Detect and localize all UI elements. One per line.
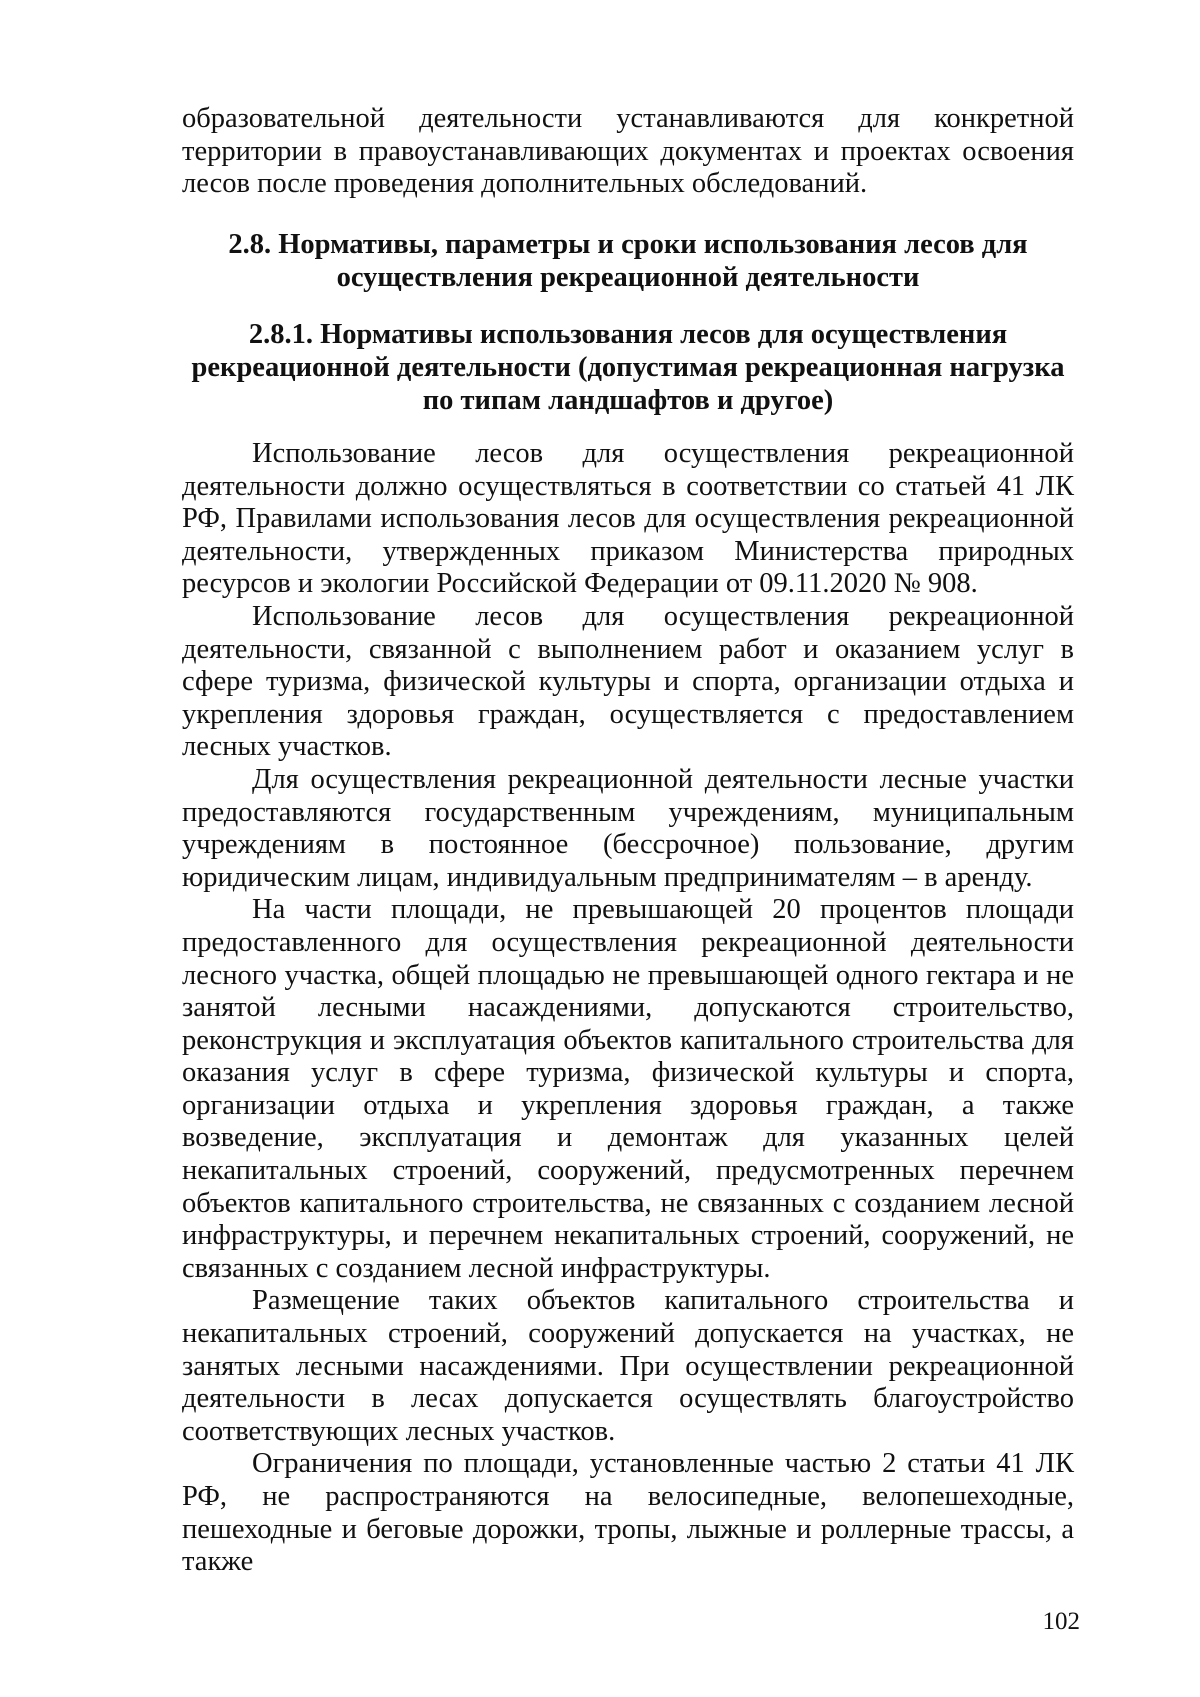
paragraph: Размещение таких объектов капитального строительства и некапитальных строений, сооружений допускается на участках, не занятых лесными насаждениями. При осуществлении рекреационной деятельности в лесах допускается осуществлять благоустройство соответствующих лесных участков. xyxy=(182,1285,1074,1447)
subsection-heading: 2.8.1. Нормативы использования лесов для осуществления рекреационной деятельности (допустимая рекреационная нагрузка по типам ландшафтов и другое) xyxy=(191,319,1065,416)
paragraph: На части площади, не превышающей 20 процентов площади предоставленного для осуществления рекреационной деятельности лесного участка, общей площадью не превышающей одного гектара и не занятой лесными насаждениями, допускаются строительство, реконструкция и эксплуатация объектов капитального строительства для оказания услуг в сфере туризма, физической культуры и спорта, организации отдыха и укрепления здоровья граждан, а также возведение, эксплуатация и демонтаж для указанных целей некапитальных строений, сооружений, предусмотренных перечнем объектов капитального строительства, не связанных с созданием лесной инфраструктуры, и перечнем некапитальных строений, сооружений, не связанных с созданием лесной инфраструктуры. xyxy=(182,894,1074,1284)
intro-block xyxy=(182,103,1074,201)
page-number: 102 xyxy=(1042,1608,1080,1635)
body-text xyxy=(182,438,1074,1579)
intro-paragraph: образовательной деятельности устанавливаются для конкретной территории в правоустанавливающих документах и проектах освоения лесов после проведения дополнительных обследований. xyxy=(182,103,1074,200)
section-heading: 2.8. Нормативы, параметры и сроки использования лесов для осуществления рекреационной деятельности xyxy=(228,229,1028,293)
paragraph: Для осуществления рекреационной деятельности лесные участки предоставляются государственным учреждениям, муниципальным учреждениям в постоянное (бессрочное) пользование, другим юридическим лицам, индивидуальным предпринимателям – в аренду. xyxy=(182,763,1074,893)
paragraph: Использование лесов для осуществления рекреационной деятельности должно осуществляться в соответствии со статьей 41 ЛК РФ, Правилами использования лесов для осуществления рекреационной деятельности, утвержденных приказом Министерства природных ресурсов и экологии Российской Федерации от 09.11.2020 № 908. xyxy=(182,438,1074,600)
paragraph: Использование лесов для осуществления рекреационной деятельности, связанной с выполнением работ и оказанием услуг в сфере туризма, физической культуры и спорта, организации отдыха и укрепления здоровья граждан, осуществляется с предоставлением лесных участков. xyxy=(182,600,1074,763)
paragraph: Ограничения по площади, установленные частью 2 статьи 41 ЛК РФ, не распространяются на велосипедные, велопешеходные, пешеходные и беговые дорожки, тропы, лыжные и роллерные трассы, а также xyxy=(182,1448,1074,1578)
